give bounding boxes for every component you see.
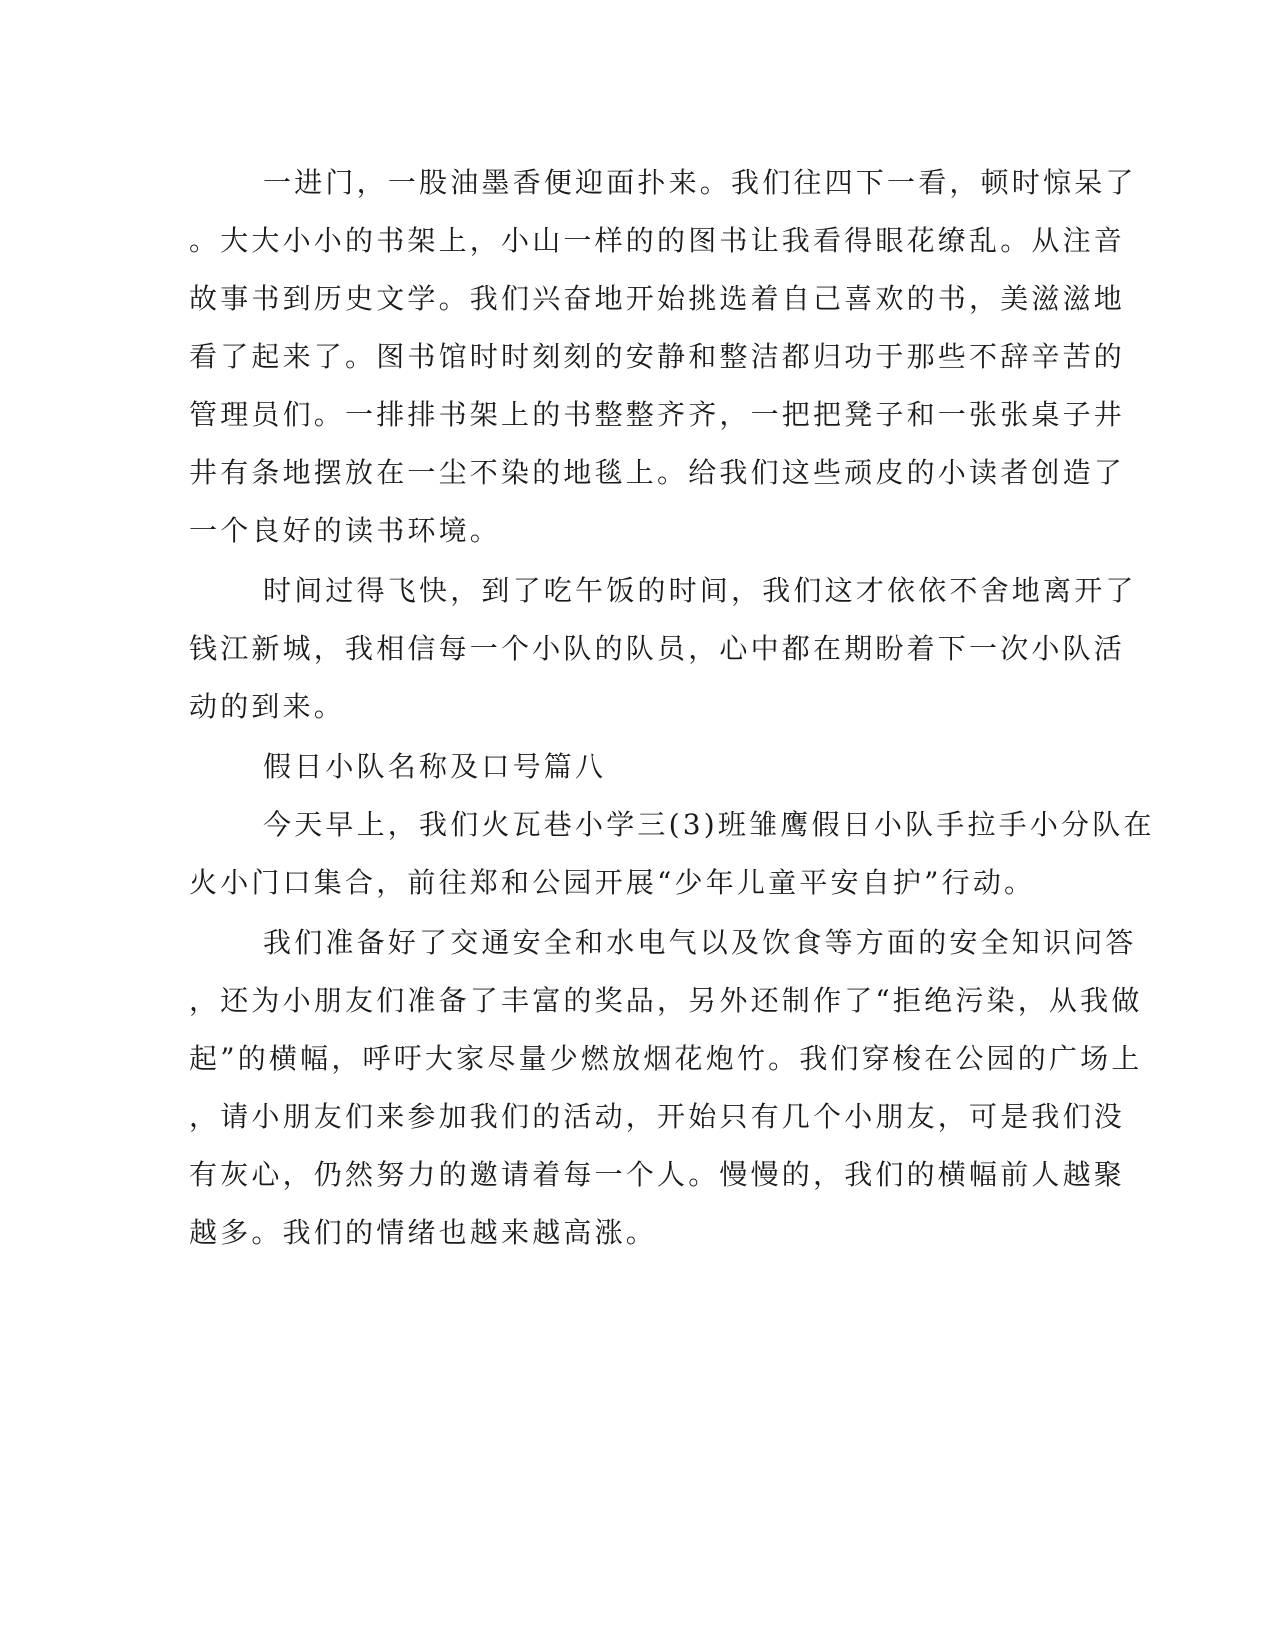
section-heading: 假日小队名称及口号篇八 xyxy=(263,750,607,783)
text-line: 火小门口集合，前往郑和公园开展“少年儿童平安自护”行动。 xyxy=(189,866,1036,899)
text-line: 越多。我们的情绪也越来越高涨。 xyxy=(189,1216,658,1249)
text-line: ，请小朋友们来参加我们的活动，开始只有几个小朋友，可是我们没 xyxy=(189,1100,1126,1133)
text-line: 有灰心，仍然努力的邀请着每一个人。慢慢的，我们的横幅前人越聚 xyxy=(189,1158,1126,1191)
text-line: 看了起来了。图书馆时时刻刻的安静和整洁都归功于那些不辞辛苦的 xyxy=(189,340,1126,373)
text-line: ，还为小朋友们准备了丰富的奖品，另外还制作了“拒绝污染，从我做 xyxy=(189,984,1143,1017)
text-line: 一进门，一股油墨香便迎面扑来。我们往四下一看，顿时惊呆了 xyxy=(263,166,1137,199)
text-line: 管理员们。一排排书架上的书整整齐齐，一把把凳子和一张张桌子井 xyxy=(189,398,1126,431)
text-line: 。大大小小的书架上，小山一样的的图书让我看得眼花缭乱。从注音 xyxy=(189,224,1126,257)
text-line: 我们准备好了交通安全和水电气以及饮食等方面的安全知识问答 xyxy=(263,926,1137,959)
text-line: 今天早上，我们火瓦巷小学三(3)班雏鹰假日小队手拉手小分队在 xyxy=(263,808,1155,841)
text-line: 动的到来。 xyxy=(189,690,346,723)
text-line: 井有条地摆放在一尘不染的地毯上。给我们这些顽皮的小读者创造了 xyxy=(189,456,1126,489)
text-line: 钱江新城，我相信每一个小队的队员，心中都在期盼着下一次小队活 xyxy=(189,632,1126,665)
text-line: 时间过得飞快，到了吃午饭的时间，我们这才依依不舍地离开了 xyxy=(263,574,1137,607)
text-line: 起”的横幅，呼吁大家尽量少燃放烟花炮竹。我们穿梭在公园的广场上 xyxy=(189,1042,1143,1075)
text-line: 一个良好的读书环境。 xyxy=(189,514,502,547)
text-line: 故事书到历史文学。我们兴奋地开始挑选着自己喜欢的书，美滋滋地 xyxy=(189,282,1126,315)
